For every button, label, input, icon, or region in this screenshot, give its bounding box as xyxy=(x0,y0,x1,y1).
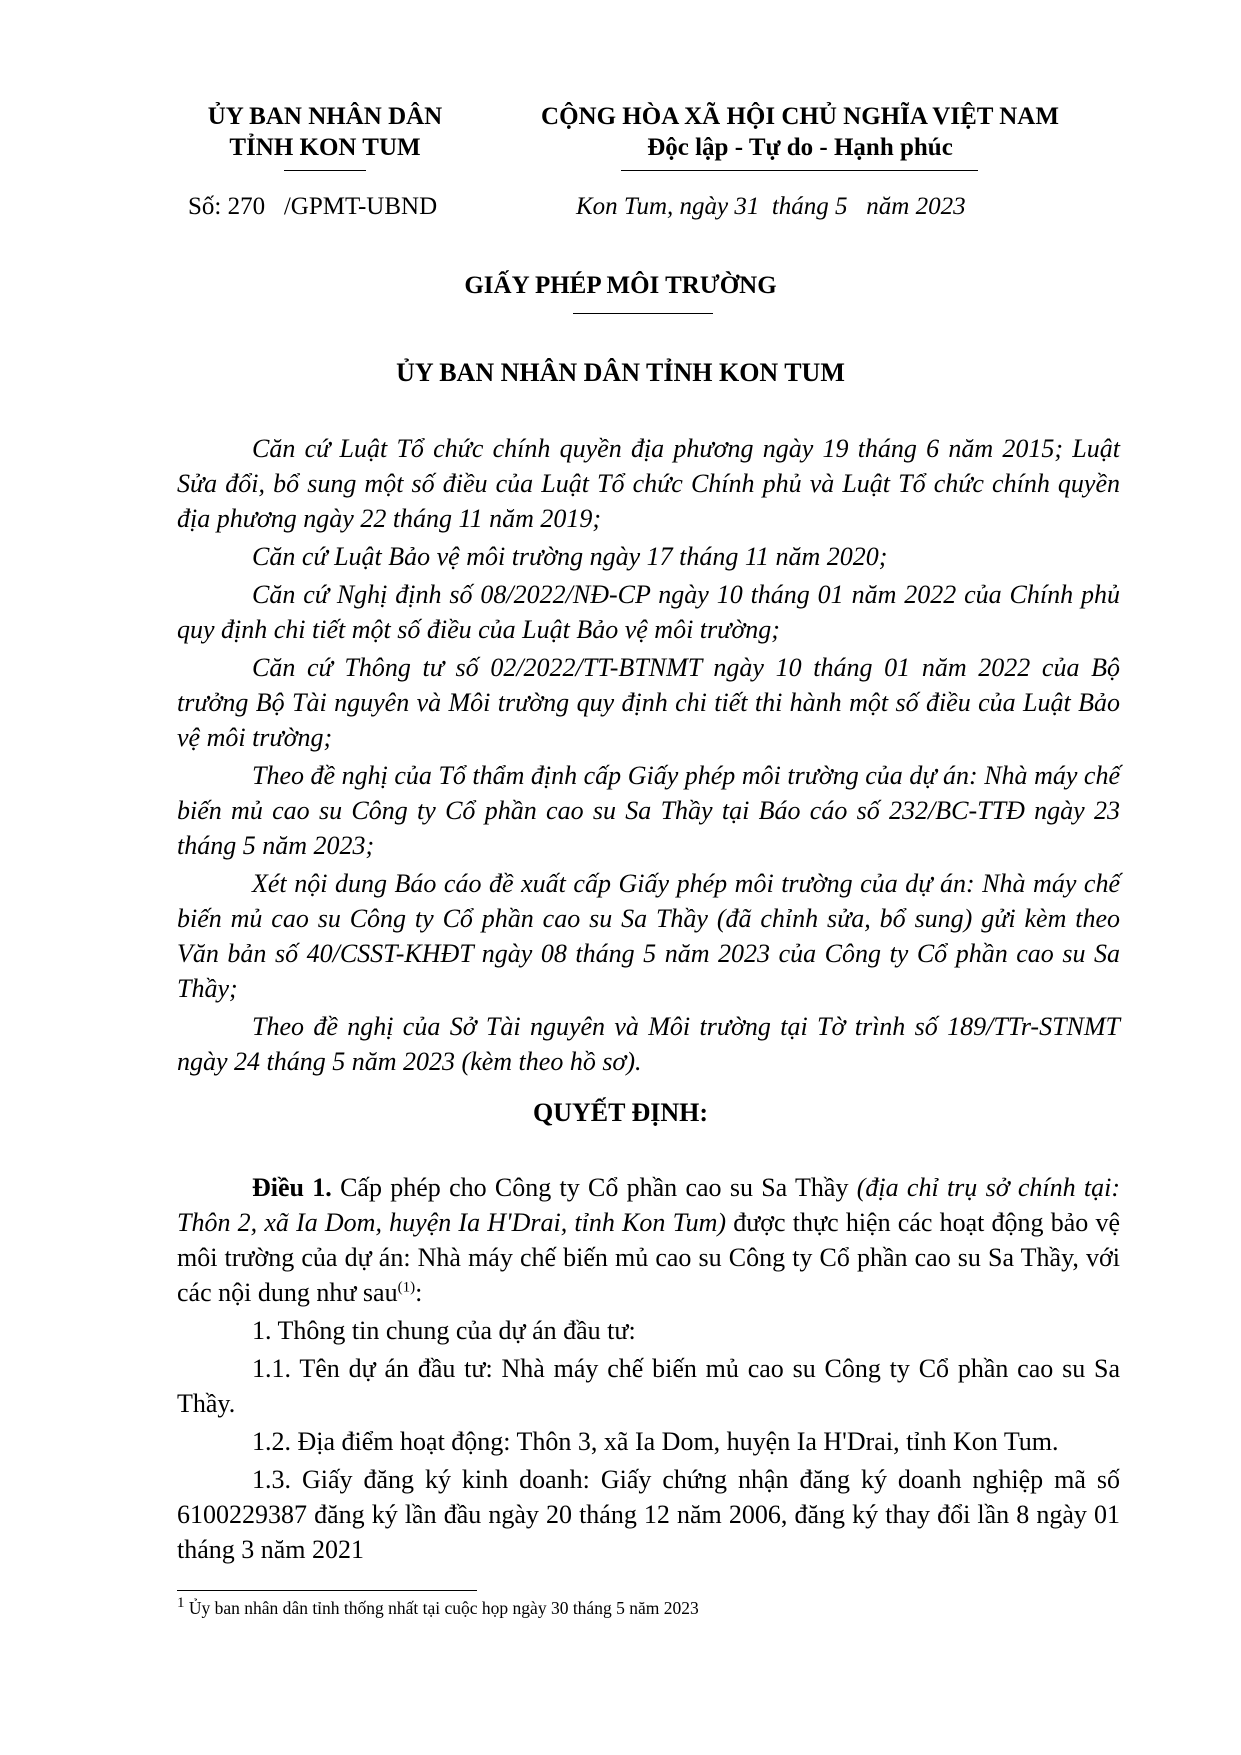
article-1-text-b: được thực hiện các hoạt động bảo vệ môi trường của dự án: Nhà máy chế biến mủ cao su Công ty Cổ phần cao su Sa Thầy, với các nội dung như sau xyxy=(177,1208,1120,1307)
item-1-2: 1.2. Địa điểm hoạt động: Thôn 3, xã Ia Dom, huyện Ia H'Drai, tỉnh Kon Tum. xyxy=(252,1427,1059,1456)
footnote-separator xyxy=(177,1590,477,1591)
item-1-3: 1.3. Giấy đăng ký kinh doanh: Giấy chứng nhận đăng ký doanh nghiệp mã số 6100229387 đăng ký lần đầu ngày 20 tháng 12 năm 2006, đăng ký thay đổi lần 8 ngày 01 tháng 3 năm 2021 xyxy=(177,1465,1120,1564)
item-1-1: 1.1. Tên dự án đầu tư: Nhà máy chế biến mủ cao su Công ty Cổ phần cao su Sa Thầy. xyxy=(177,1354,1120,1418)
article-1-label: Điều 1. xyxy=(252,1173,332,1202)
legal-basis-5: Theo đề nghị của Tổ thẩm định cấp Giấy phép môi trường của dự án: Nhà máy chế biến mủ cao su Công ty Cổ phần cao su Sa Thầy tại Báo cáo số 232/BC-TTĐ ngày 23 tháng 5 năm 2023; xyxy=(177,761,1120,860)
agency-underline xyxy=(284,170,366,171)
article-1 xyxy=(177,1170,1120,1310)
document-number: Số: 270 /GPMT-UBND xyxy=(188,193,438,220)
legal-basis-6: Xét nội dung Báo cáo đề xuất cấp Giấy phép môi trường của dự án: Nhà máy chế biến mủ cao su Công ty Cổ phần cao su Sa Thầy (đã chỉnh sửa, bổ sung) gửi kèm theo Văn bản số 40/CSST-KHĐT ngày 08 tháng 5 năm 2023 của Công ty Cổ phần cao su Sa Thầy; xyxy=(177,869,1120,1003)
legal-basis-2: Căn cứ Luật Bảo vệ môi trường ngày 17 tháng 11 năm 2020; xyxy=(252,542,888,571)
article-1-address: (địa chỉ trụ sở chính tại: Thôn 2, xã Ia Dom, huyện Ia H'Drai, tỉnh Kon Tum) xyxy=(177,1173,1121,1237)
title-underline xyxy=(573,313,713,314)
legal-basis-3: Căn cứ Nghị định số 08/2022/NĐ-CP ngày 10 tháng 01 năm 2022 của Chính phủ quy định chi tiết một số điều của Luật Bảo vệ môi trường; xyxy=(177,580,1120,644)
decision-heading: QUYẾT ĐỊNH: xyxy=(532,1098,709,1127)
legal-bases xyxy=(177,431,1120,1082)
article-1-end: : xyxy=(415,1278,423,1307)
legal-basis-7: Theo đề nghị của Sở Tài nguyên và Môi trường tại Tờ trình số 189/TTr-STNMT ngày 24 tháng 5 năm 2023 (kèm theo hồ sơ). xyxy=(177,1012,1120,1076)
article-1-section xyxy=(177,1170,1120,1570)
motto-underline xyxy=(621,170,978,171)
footnote-reference: (1) xyxy=(397,1279,416,1296)
legal-basis-1: Căn cứ Luật Tổ chức chính quyền địa phương ngày 19 tháng 6 năm 2015; Luật Sửa đổi, bổ sung một số điều của Luật Tổ chức Chính phủ và Luật Tổ chức chính quyền địa phương ngày 22 tháng 11 năm 2019; xyxy=(177,434,1120,533)
place-date: Kon Tum, ngày 31 tháng 5 năm 2023 xyxy=(576,193,966,220)
footnote-marker: 1 xyxy=(177,1595,185,1612)
issuing-agency xyxy=(175,101,475,163)
article-1-text-a: Cấp phép cho Công ty Cổ phần cao su Sa Thầy xyxy=(331,1173,857,1202)
issuer-heading: ỦY BAN NHÂN DÂN TỈNH KON TUM xyxy=(396,358,845,387)
legal-basis-4: Căn cứ Thông tư số 02/2022/TT-BTNMT ngày 10 tháng 01 năm 2022 của Bộ trưởng Bộ Tài nguyên và Môi trường quy định chi tiết thi hành một số điều của Luật Bảo vệ môi trường; xyxy=(177,653,1120,752)
agency-line-2: TỈNH KON TUM xyxy=(229,134,421,161)
national-motto xyxy=(505,101,1095,163)
agency-line-1: ỦY BAN NHÂN DÂN xyxy=(207,103,443,130)
nation-line-2: Độc lập - Tự do - Hạnh phúc xyxy=(647,134,953,161)
footnote-text: Ủy ban nhân dân tỉnh thống nhất tại cuộc họp ngày 30 tháng 5 năm 2023 xyxy=(184,1598,699,1618)
document-title: GIẤY PHÉP MÔI TRƯỜNG xyxy=(464,272,777,299)
nation-line-1: CỘNG HÒA XÃ HỘI CHỦ NGHĨA VIỆT NAM xyxy=(541,103,1059,130)
item-1: 1. Thông tin chung của dự án đầu tư: xyxy=(252,1316,636,1345)
footnote xyxy=(177,1597,1120,1619)
